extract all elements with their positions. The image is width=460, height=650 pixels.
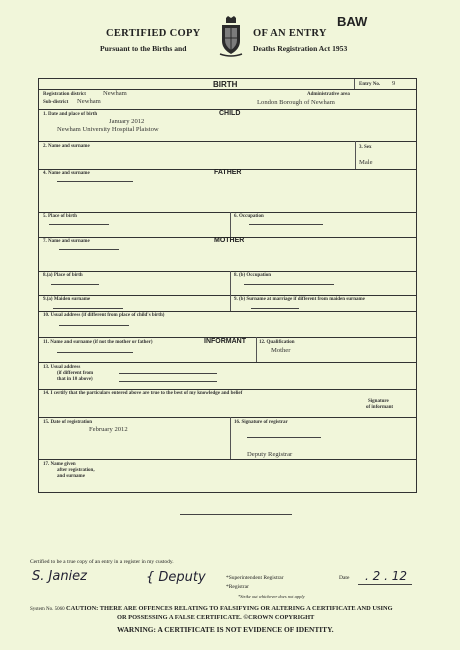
usual-address-line bbox=[59, 325, 129, 326]
mother-birthplace-line bbox=[51, 284, 99, 285]
rule bbox=[39, 311, 416, 312]
sex-divider bbox=[355, 141, 356, 169]
father-name-line bbox=[57, 181, 133, 182]
entry-divider bbox=[354, 79, 355, 89]
registrar-label: *Registrar bbox=[226, 584, 249, 590]
date-line bbox=[358, 584, 412, 585]
mother-section-title: MOTHER bbox=[214, 237, 245, 244]
informant-name-label: 11. Name and surname (if not the mother or father) bbox=[43, 340, 153, 345]
sex-value: Male bbox=[359, 159, 373, 166]
father-occupation-line bbox=[249, 224, 323, 225]
usual-address-label: 10. Usual address (if different from place of child's birth) bbox=[43, 313, 165, 318]
mother-birthplace-label: 8.(a) Place of birth bbox=[43, 273, 83, 278]
mother-name-label: 7. Name and surname bbox=[43, 239, 90, 244]
identity-warning: WARNING: A CERTIFICATE IS NOT EVIDENCE OF IDENTITY. bbox=[117, 625, 334, 634]
sex-label: 3. Sex bbox=[359, 145, 372, 150]
qualification-label: 12. Qualification bbox=[259, 340, 295, 345]
child-name-label: 2. Name and surname bbox=[43, 144, 90, 149]
qualification-value: Mother bbox=[271, 347, 291, 354]
caution-line-2: OR POSSESSING A FALSE CERTIFICATE. ©CROWN COPYRIGHT bbox=[117, 614, 315, 621]
rule bbox=[39, 295, 416, 296]
name-after-registration-label-3: and surname bbox=[57, 474, 85, 479]
header-code: BAW bbox=[337, 14, 368, 29]
mother-name-line bbox=[59, 249, 119, 250]
strike-out-note: *Strike out whichever does not apply bbox=[238, 594, 305, 599]
registrar-signature-value: Deputy Registrar bbox=[247, 451, 293, 458]
maiden-surname-label: 9.(a) Maiden surname bbox=[43, 297, 91, 302]
registrar-signature-line bbox=[247, 437, 321, 438]
registration-date-value: February 2012 bbox=[89, 426, 128, 433]
father-divider bbox=[230, 212, 231, 237]
registration-district-value: Newham bbox=[103, 90, 127, 97]
rule bbox=[39, 271, 416, 272]
informant-address-line bbox=[119, 373, 217, 374]
header-act: Deaths Registration Act 1953 bbox=[253, 44, 348, 53]
informant-name-line bbox=[57, 352, 133, 353]
informant-address-label-3: that in 10 above) bbox=[57, 377, 93, 382]
rule bbox=[39, 417, 416, 418]
informant-section-title: INFORMANT bbox=[204, 338, 246, 345]
caution-line-1: CAUTION: THERE ARE OFFENCES RELATING TO FALSIFYING OR ALTERING A CERTIFICATE AND USING bbox=[66, 605, 393, 612]
birth-entry-form bbox=[38, 78, 417, 493]
blank-divider-line bbox=[180, 514, 292, 515]
mother-divider bbox=[230, 271, 231, 311]
header-pursuant: Pursuant to the Births and bbox=[100, 44, 187, 53]
registrar-signature-label: 16. Signature of registrar bbox=[234, 420, 288, 425]
registration-date-label: 15. Date of registration bbox=[43, 420, 93, 425]
mother-occupation-line bbox=[244, 284, 334, 285]
rule bbox=[39, 212, 416, 213]
superintendent-registrar-label: *Superintendent Registrar bbox=[226, 575, 284, 581]
married-surname-line bbox=[251, 308, 299, 309]
registrar-handwritten-role: { Deputy bbox=[146, 570, 206, 585]
rule bbox=[39, 362, 416, 363]
mother-occupation-label: 8. (b) Occupation bbox=[234, 273, 272, 278]
administrative-area-label: Administrative area bbox=[307, 92, 350, 97]
registration-divider bbox=[230, 417, 231, 459]
father-section-title: FATHER bbox=[214, 169, 242, 176]
informant-address-label-2: (if different from bbox=[57, 371, 94, 376]
form-title: BIRTH bbox=[213, 80, 238, 89]
registration-district-label: Registration district bbox=[43, 92, 86, 97]
rule bbox=[39, 389, 416, 390]
birth-date-value: January 2012 bbox=[109, 118, 145, 125]
administrative-area-value: London Borough of Newham bbox=[257, 99, 335, 106]
registrar-handwritten-signature: S. Janiez bbox=[32, 569, 87, 584]
header-of-an-entry: OF AN ENTRY bbox=[253, 28, 327, 39]
name-after-registration-label-2: after registration, bbox=[57, 468, 95, 473]
father-birthplace-line bbox=[49, 224, 109, 225]
date-label: Date bbox=[339, 575, 350, 581]
informant-address-label: 13. Usual address bbox=[43, 365, 81, 370]
name-after-registration-label: 17. Name given bbox=[43, 462, 76, 467]
birth-place-value: Newham University Hospital Plaistow bbox=[57, 126, 159, 133]
informant-address-line-2 bbox=[119, 381, 217, 382]
married-surname-label: 9. (b) Surname at marriage if different from maiden surname bbox=[234, 297, 365, 302]
subdistrict-label: Sub-district bbox=[43, 100, 69, 105]
rule bbox=[39, 141, 416, 142]
certification-statement: 14. I certify that the particulars entered above are true to the best of my knowledge and belief bbox=[43, 391, 243, 396]
father-birthplace-label: 5. Place of birth bbox=[43, 214, 77, 219]
informant-divider bbox=[256, 337, 257, 362]
entry-number: 9 bbox=[392, 80, 396, 87]
certificate-date-handwritten: . 2 . 12 bbox=[365, 569, 407, 583]
system-number: System No. 5060 bbox=[30, 607, 65, 612]
birth-date-place-label: 1. Date and place of birth bbox=[43, 112, 98, 117]
father-occupation-label: 6. Occupation bbox=[234, 214, 264, 219]
informant-signature-label-2: of informant bbox=[366, 405, 394, 410]
child-section-title: CHILD bbox=[219, 110, 241, 117]
rule bbox=[39, 459, 416, 460]
informant-signature-label: Signature bbox=[368, 399, 389, 404]
subdistrict-value: Newham bbox=[77, 98, 101, 105]
maiden-surname-line bbox=[53, 308, 123, 309]
father-name-label: 4. Name and surname bbox=[43, 171, 90, 176]
header-certified-copy: CERTIFIED COPY bbox=[106, 28, 201, 39]
rule bbox=[39, 89, 416, 90]
certified-copy-statement: Certified to be a true copy of an entry in a register in my custody. bbox=[30, 559, 174, 565]
royal-crest-icon bbox=[218, 16, 244, 58]
entry-label: Entry No. bbox=[359, 82, 381, 87]
